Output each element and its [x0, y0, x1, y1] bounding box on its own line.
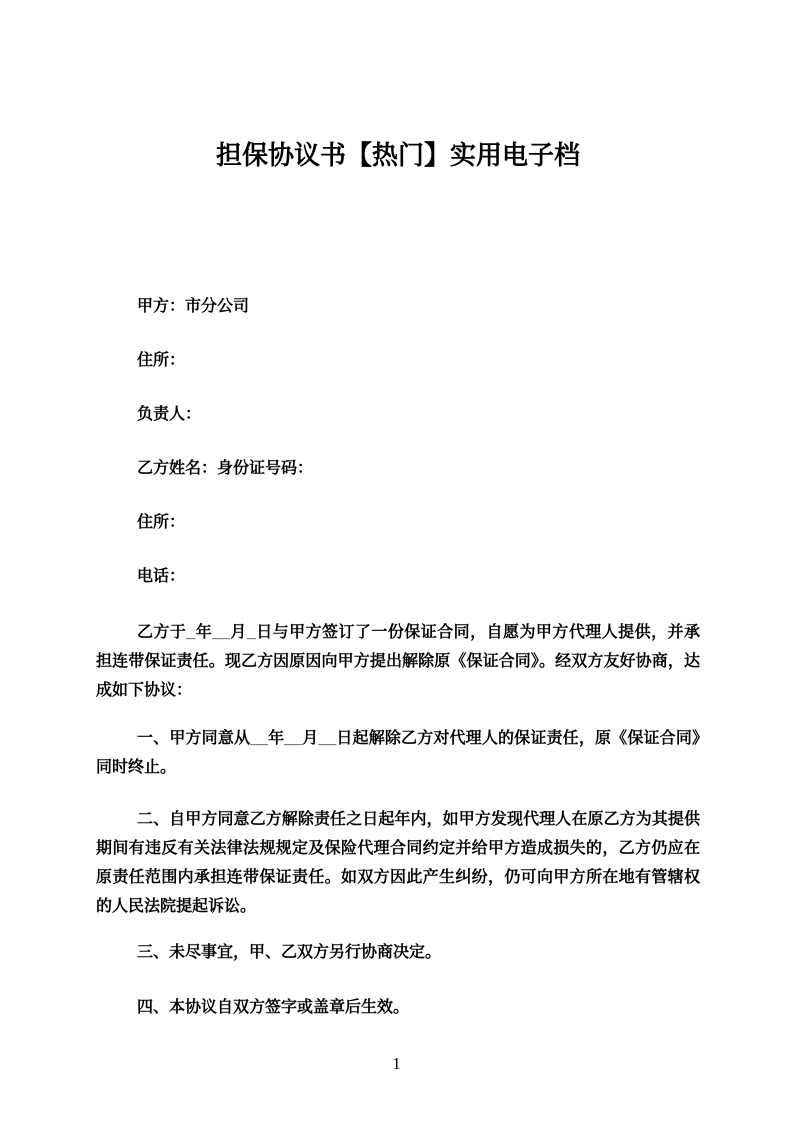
party-a-principal-line: 负责人： [137, 406, 202, 423]
page-number: 1 [392, 1054, 401, 1073]
doc-paragraph-clause-1: 一、甲方同意从__年__月__日起解除乙方对代理人的保证责任，原《保证合同》同时终止。 [96, 730, 700, 776]
doc-paragraph-clause-4: 四、本协议自双方签字或盖章后生效。 [137, 999, 410, 1016]
doc-paragraph-clause-2: 二、自甲方同意乙方解除责任之日起年内，如甲方发现代理人在原乙方为其提供期间有违反有关法律法规规定及保险代理合同约定并给甲方造成损失的，乙方仍应在原责任范围内承担连带保证责任。如双方因此产生纠纷，仍可向甲方所在地有管辖权的人民法院提起诉讼。 [96, 811, 700, 915]
party-a-address-line: 住所： [137, 352, 186, 369]
party-a-line: 甲方：市分公司 [137, 298, 250, 315]
doc-paragraph-intro: 乙方于_年__月_日与甲方签订了一份保证合同，自愿为甲方代理人提供，并承担连带保证责任。现乙方因原因向甲方提出解除原《保证合同》。经双方友好协商，达成如下协议： [96, 624, 700, 699]
party-b-address-line: 住所： [137, 514, 186, 531]
party-b-name-id-line: 乙方姓名：身份证号码： [137, 460, 314, 477]
document-title: 担保协议书【热门】实用电子档 [215, 140, 580, 170]
doc-paragraph-clause-3: 三、未尽事宜，甲、乙双方另行协商决定。 [137, 944, 442, 961]
party-b-phone-line: 电话： [137, 568, 186, 585]
